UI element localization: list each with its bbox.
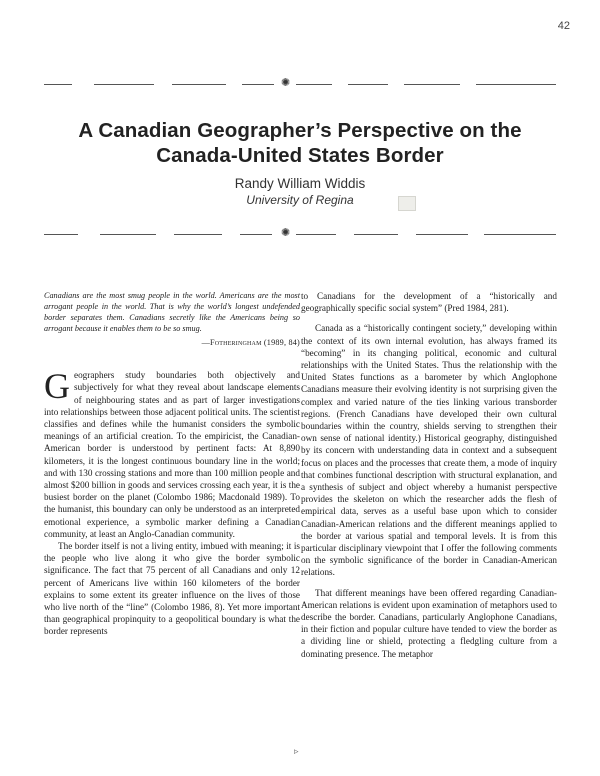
library-stamp xyxy=(398,196,416,211)
bottom-ornamental-rule xyxy=(44,226,556,239)
body-paragraph: to Canadians for the development of a “historically and geographically specific social system” (Pred 1984, 281). xyxy=(301,291,557,314)
title-line-1: A Canadian Geographer’s Perspective on the xyxy=(78,119,522,142)
left-column xyxy=(44,290,300,638)
paragraph-text: eographers study boundaries both objectively and subjectively for what they reveal about landscape elements of neighbouring states and as part of larger investigations into relationships between those adjacent political units. The scientist classifies and defines while the humanist considers the symbolic meanings of an artificial creation. To the empiricist, the Canadian-American border is understood by pertinent facts: At 8,890 kilometers, it is the longest continuous boundary line in the world; and with 130 crossing stations and more than 100 million people and almost $200 billion in goods and services crossing each year, it is the busiest border on the planet (Colombo 1986; Macdonald 1989). To the humanist, this boundary can only be understood as an interpreted emotional experience, a symbolic marker defining a Canadian community, at least an Anglo-Canadian community. xyxy=(44,370,300,539)
right-column xyxy=(301,290,557,660)
epigraph-source: —Fotheringham (1989, 84) xyxy=(201,338,300,347)
drop-cap: G xyxy=(44,366,70,407)
top-ornamental-rule xyxy=(44,76,556,89)
author-name: Randy William Widdis xyxy=(234,176,366,191)
title-line-2: Canada-United States Border xyxy=(156,144,444,167)
epigraph-text: Canadians are the most smug people in the world. Americans are the most arrogant people in the world. That is why the world’s longest undefended border separates them. Canadians secretly like the Americans being so arrogant because it enables them to be so smug. xyxy=(44,291,300,333)
continuation-marker-icon: ▹ xyxy=(294,747,299,757)
body-paragraph: That different meanings have been offered regarding Canadian-American relations is evident upon examination of metaphors used to describe the border. Canadians, particularly Anglophone Canadians, in their fiction and popular culture have tended to view the border as a dividing line or shield, protecting a fledgling culture from a dominating presence. The metaphor xyxy=(301,587,557,659)
author-affiliation: University of Regina xyxy=(246,193,354,207)
page-number: 42 xyxy=(557,20,570,32)
body-paragraph xyxy=(44,366,300,540)
ornament-icon: ✺ xyxy=(281,226,291,239)
article-title xyxy=(0,118,600,168)
body-paragraph: The border itself is not a living entity, imbued with meaning; it is the people who live along it who give the border symbolic significance. The fact that 75 percent of all Canadians and only 12 percent of Americans live within 160 kilometers of the border explains to some extent its greater influence on the lives of those who live north of the “line” (Colombo 1986, 8). Yet more important than geographical propinquity to a geopolitical boundary is what the border represents xyxy=(44,541,300,637)
body-paragraph: Canada as a “historically contingent society,” developing within the context of its own internal evolution, has always framed its “becoming” in its changing political, economic and cultural relationships with the United States. Thus the relationship with the United States functions as a barometer by which Anglophone Canadians measure their evolving identity is not surprising given the complex and varied nature of the ties linking various transborder regions. (French Canadians have developed their own cultural boundaries within the country, shields serving to strengthen their own sense of national identity.) Historical geography, distinguished by its concern with understanding data in context and a subsequent focus on places and the processes that create them, a mode of inquiry that combines functional description with structural explanation, and a synthesis of subject and object whereby a humanist perspective provides the skeleton on which the researcher adds the flesh of empirical data, serves as a useful base upon which to consider Canadian-American relations and the different meanings applied to the border at various spatial and temporal levels. It is from this particular disciplinary viewpoint that I offer the following comments on the symbolic significance of the border in Canadian-American relations. xyxy=(301,323,557,578)
ornament-icon: ✺ xyxy=(281,76,291,89)
